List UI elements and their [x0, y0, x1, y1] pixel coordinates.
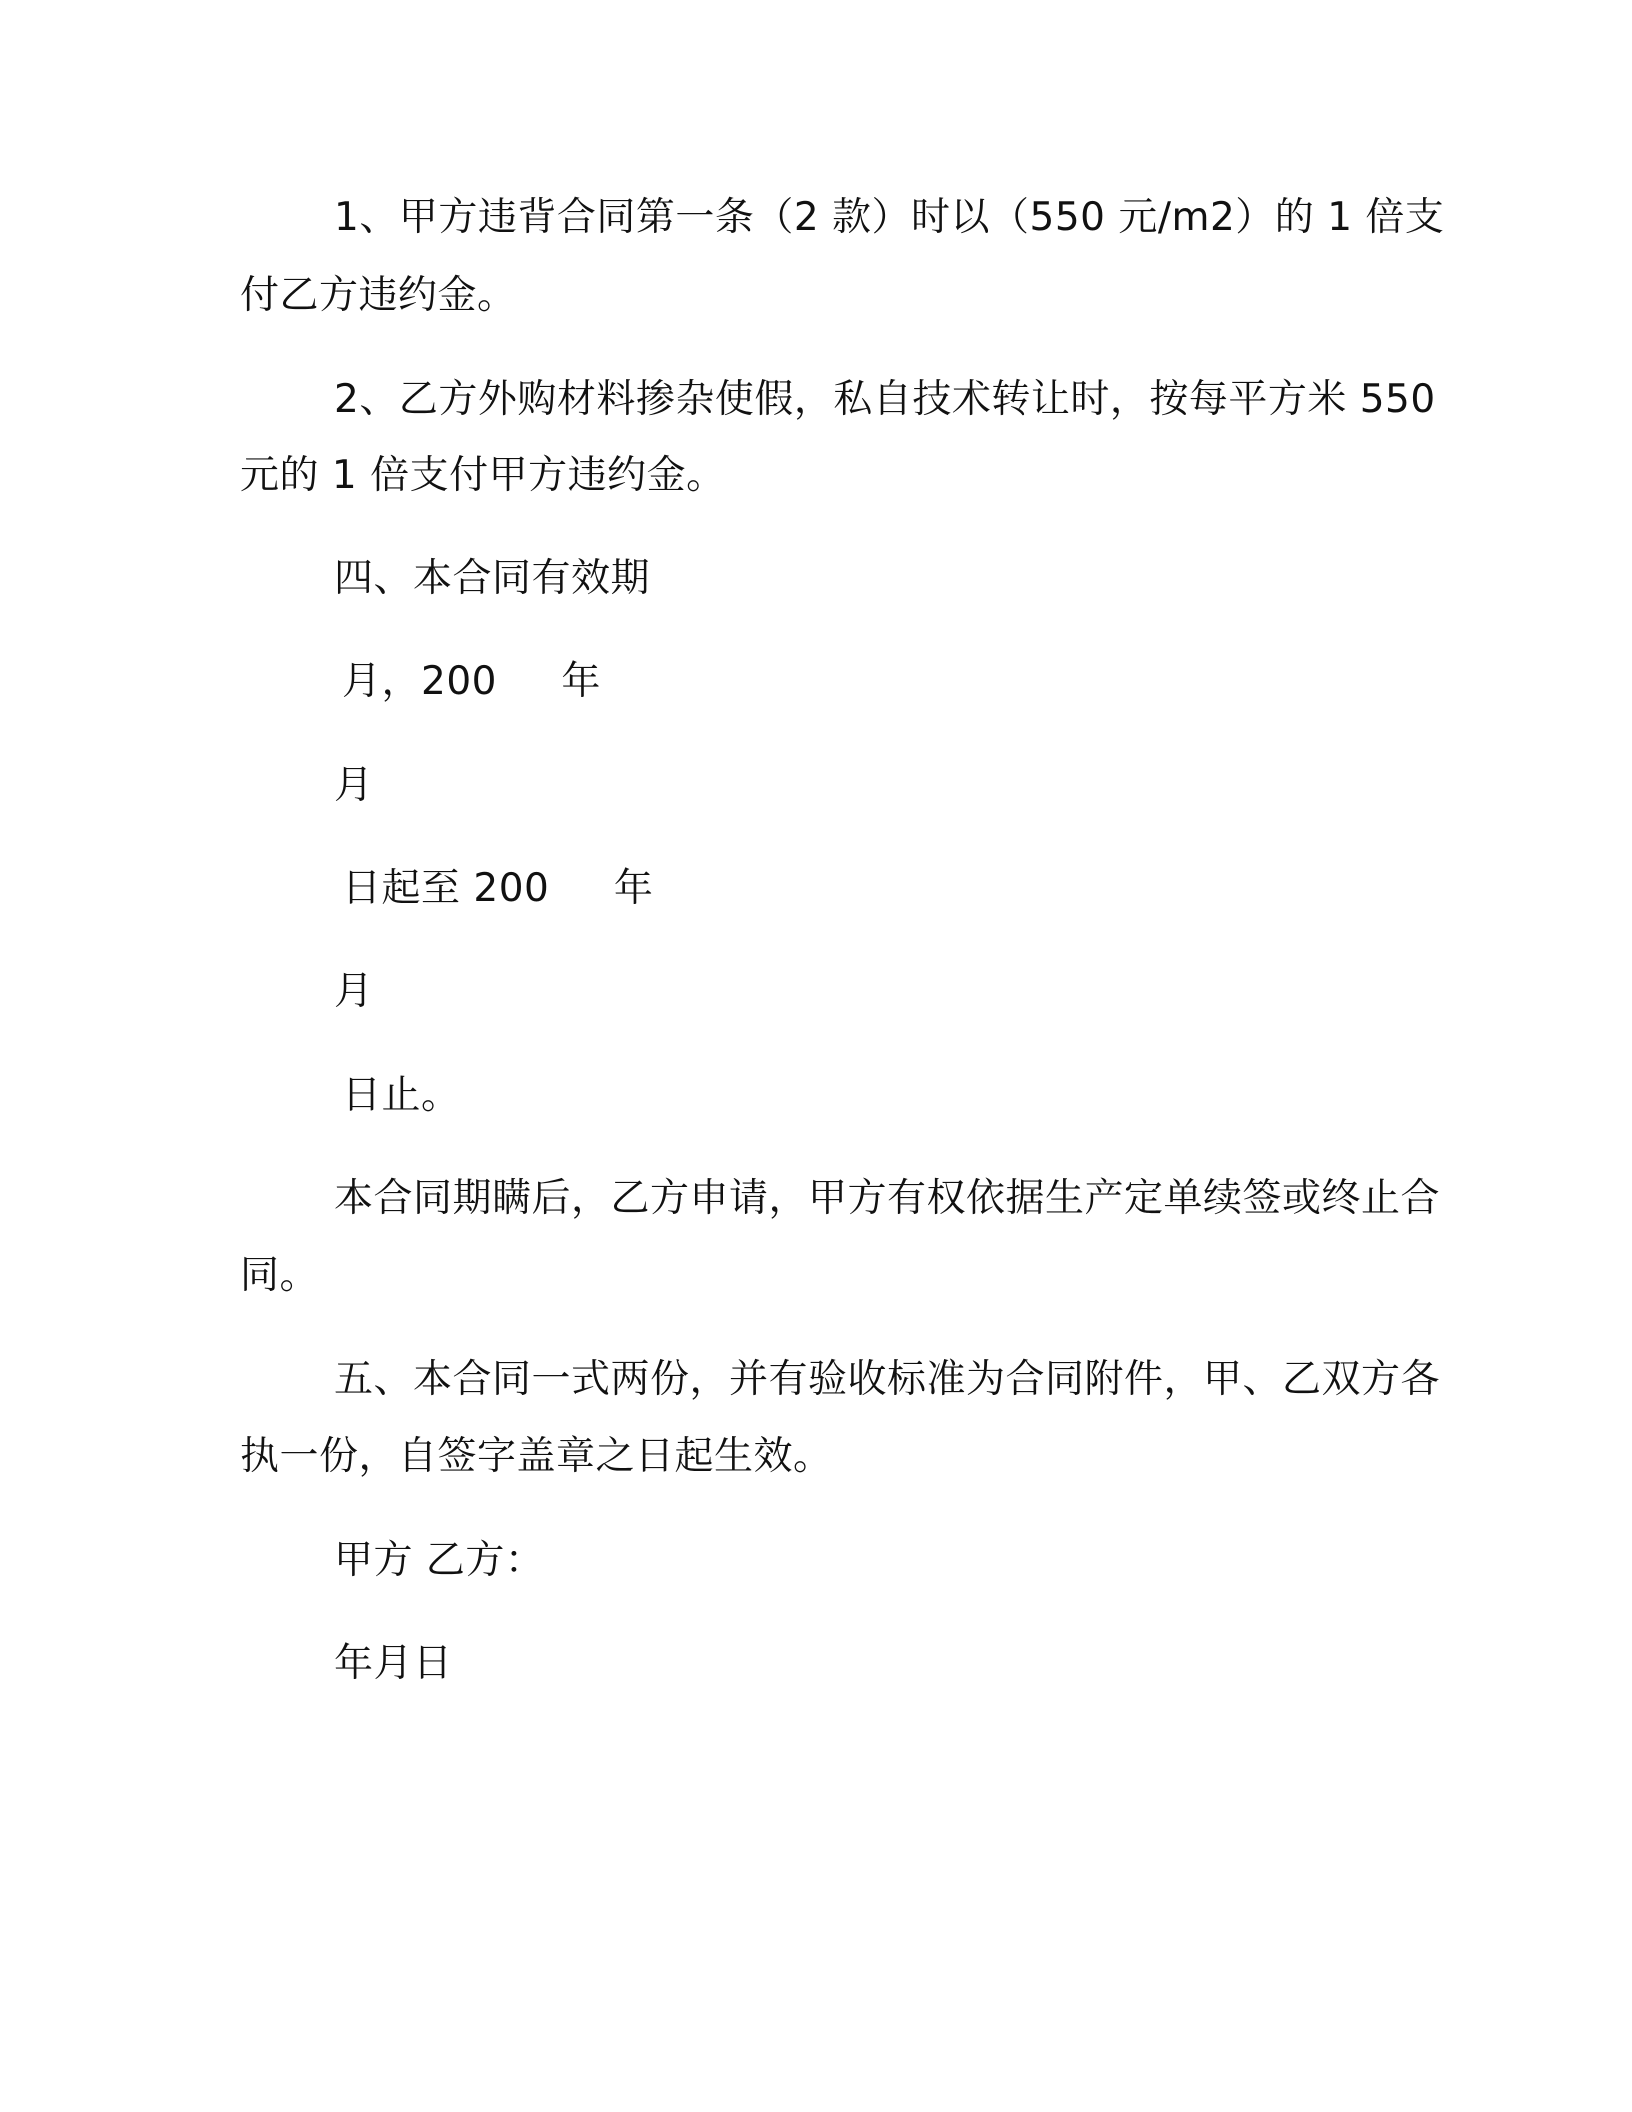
- clause-2-line-2: 元的 1 倍支付甲方违约金。: [240, 453, 726, 498]
- clause-1-line-2: 付乙方违约金。: [240, 273, 517, 318]
- validity-end-month: 月: [334, 969, 374, 1014]
- section-5-line-2: 执一份，自签字盖章之日起生效。: [240, 1434, 833, 1479]
- validity-start-month: 月: [334, 763, 374, 808]
- signature-date: 年月日: [334, 1641, 453, 1686]
- section-4-heading: 四、本合同有效期: [334, 556, 651, 601]
- clause-2-line-1: 2、乙方外购材料掺杂使假，私自技术转让时，按每平方米 550: [334, 377, 1436, 422]
- clause-1-line-1: 1、甲方违背合同第一条（2 款）时以（550 元/m2）的 1 倍支: [334, 195, 1445, 240]
- validity-end-year: 日起至 200 年: [342, 866, 654, 911]
- renewal-line-2: 同。: [240, 1253, 320, 1298]
- validity-start-month-year: 月，200 年: [342, 659, 601, 704]
- signature-parties: 甲方 乙方：: [334, 1538, 545, 1583]
- renewal-line-1: 本合同期瞒后，乙方申请，甲方有权依据生产定单续签或终止合: [334, 1176, 1441, 1221]
- section-5-line-1: 五、本合同一式两份，并有验收标准为合同附件，甲、乙双方各: [334, 1357, 1441, 1402]
- validity-end-day: 日止。: [342, 1073, 461, 1118]
